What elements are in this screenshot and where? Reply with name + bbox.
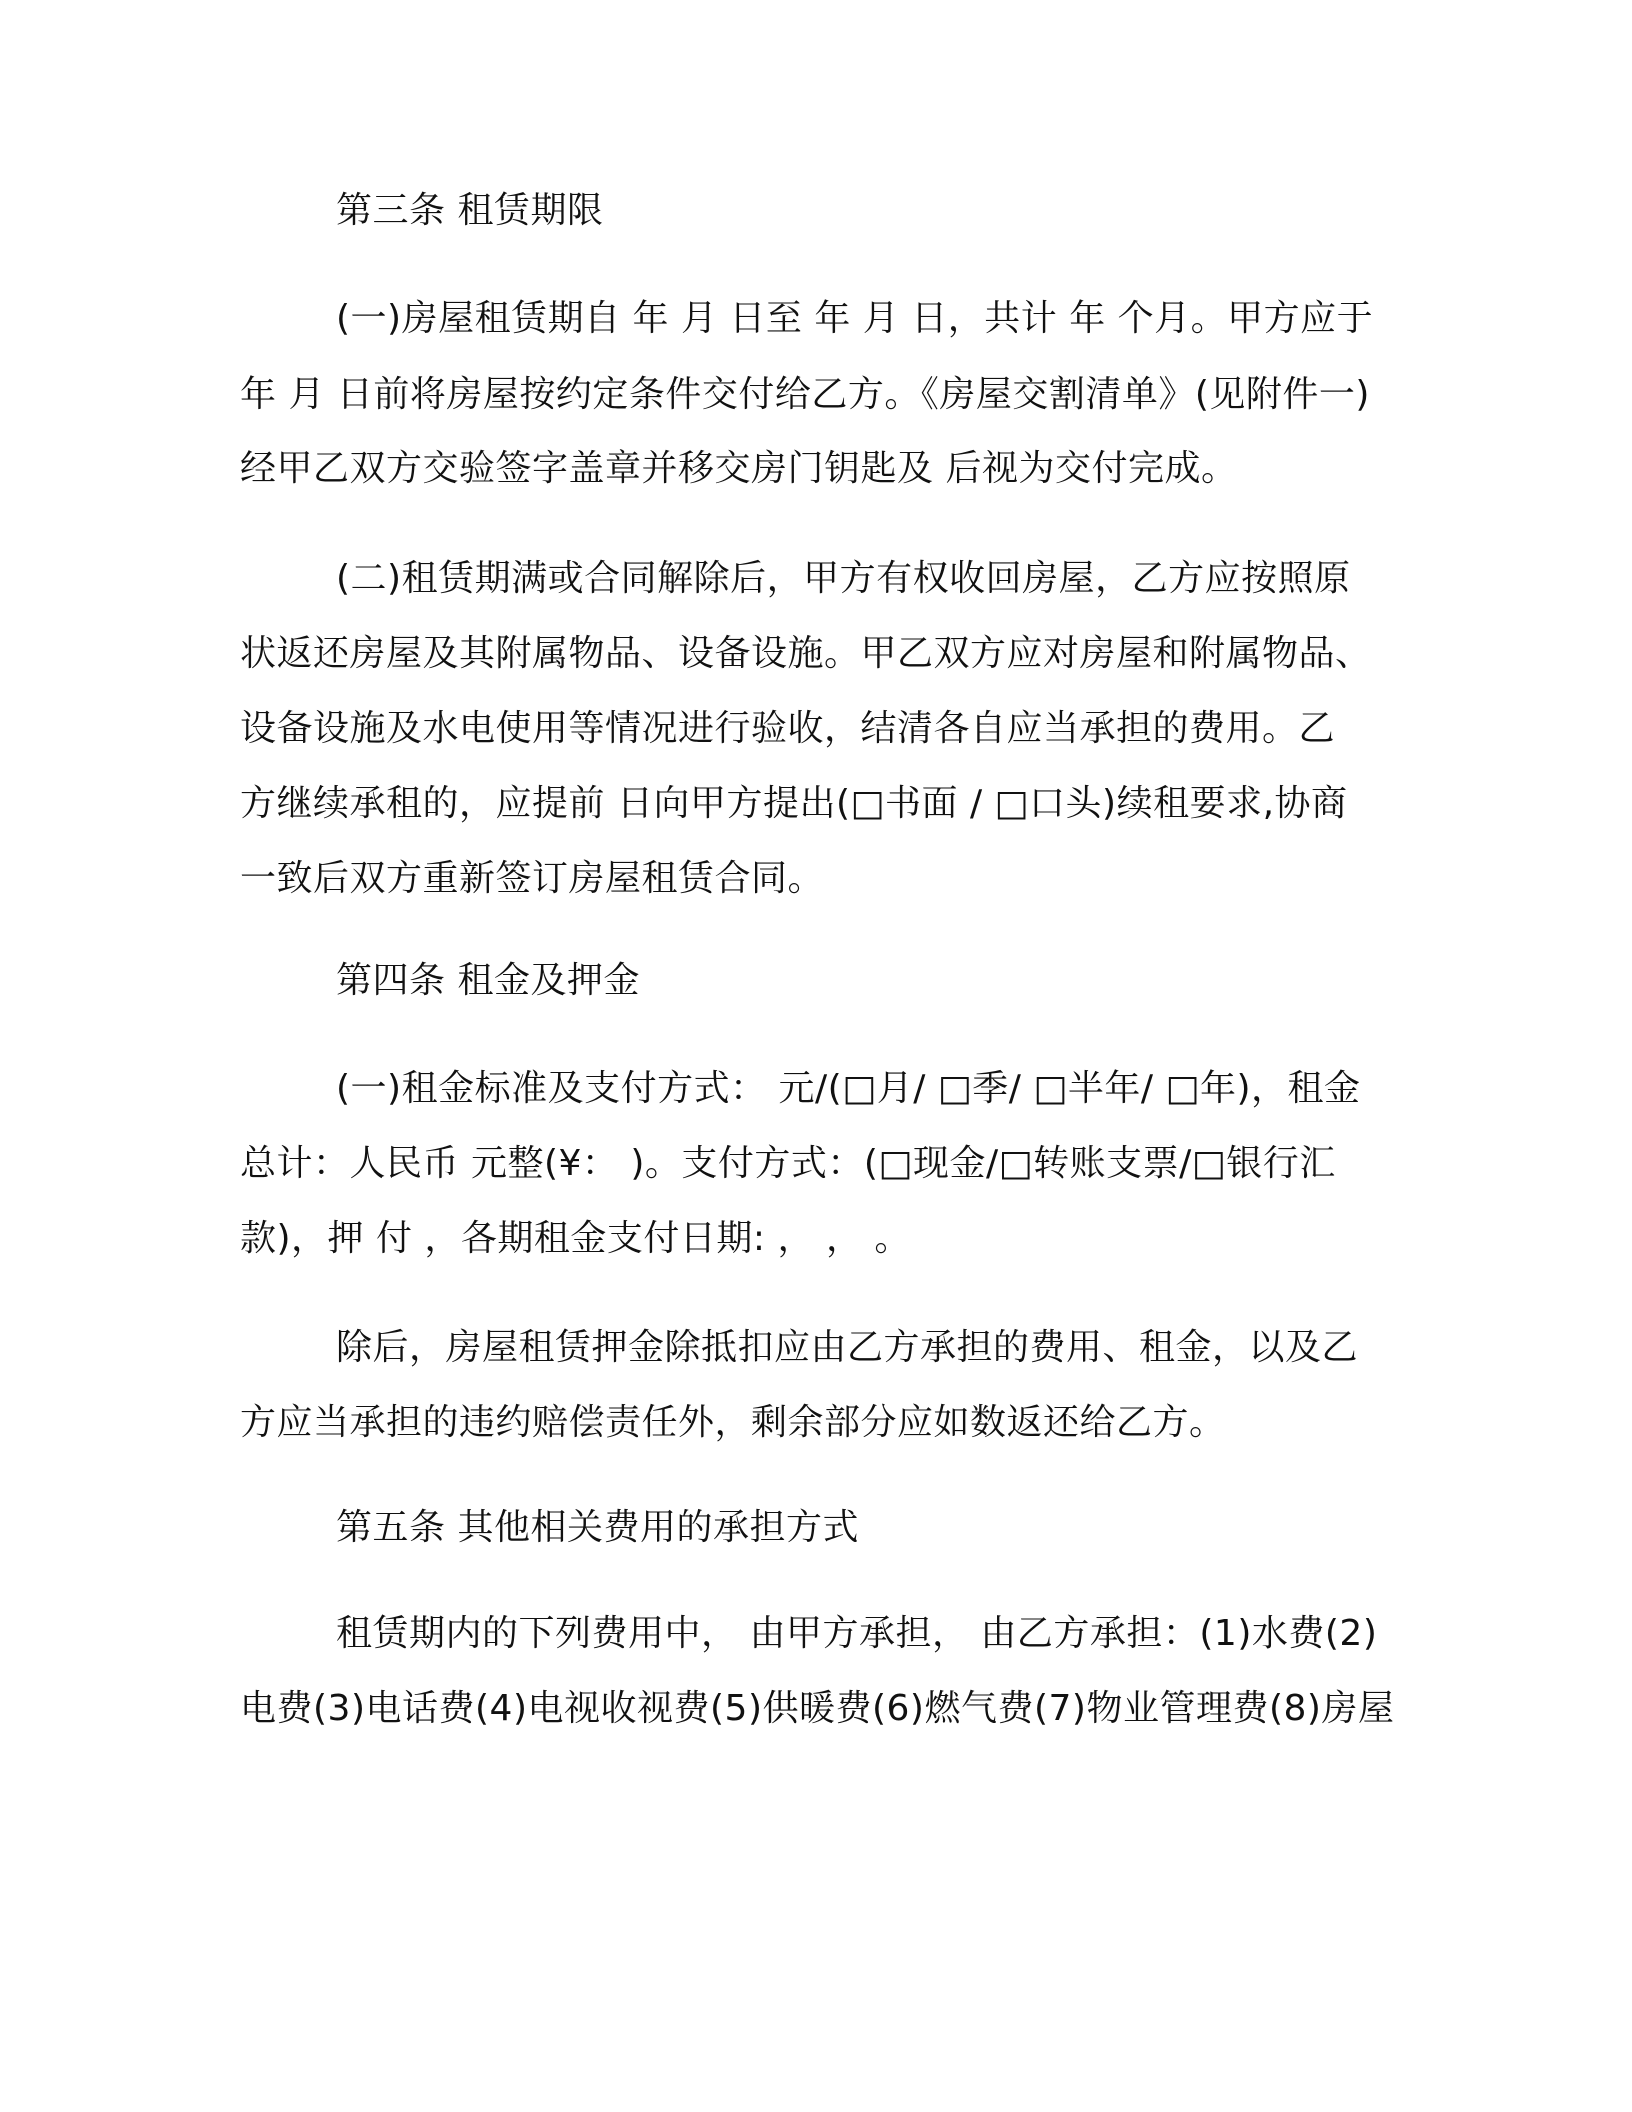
article-5-item-1-line-1: 租赁期内的下列费用中， 由甲方承担， 由乙方承担：(1)水费(2): [336, 1613, 1378, 1654]
article-3-item-1-line-1: (一)房屋租赁期自 年 月 日至 年 月 日，共计 年 个月。甲方应于: [336, 298, 1374, 339]
article-4-item-1-line-2: 总计：人民币 元整(¥： )。支付方式：(□现金/□转账支票/□银行汇: [240, 1143, 1336, 1184]
article-4-item-2-line-1: 除后，房屋租赁押金除抵扣应由乙方承担的费用、租金，以及乙: [336, 1327, 1359, 1368]
article-3-item-2-line-3: 设备设施及水电使用等情况进行验收，结清各自应当承担的费用。乙: [240, 708, 1336, 749]
article-4-item-1-line-1: (一)租金标准及支付方式： 元/(□月/ □季/ □半年/ □年)，租金: [336, 1068, 1361, 1109]
article-3-item-1-line-2: 年 月 日前将房屋按约定条件交付给乙方。《房屋交割清单》(见附件一): [240, 374, 1370, 415]
article-3-item-2-line-4: 方继续承租的，应提前 日向甲方提出(□书面 / □口头)续租要求,协商: [240, 783, 1348, 824]
article-4-heading: 第四条 租金及押金: [336, 960, 640, 1001]
article-3-heading: 第三条 租赁期限: [336, 190, 604, 231]
article-3-item-2-line-1: (二)租赁期满或合同解除后，甲方有权收回房屋，乙方应按照原: [336, 558, 1351, 599]
article-3-item-2-line-2: 状返还房屋及其附属物品、设备设施。甲乙双方应对房屋和附属物品、: [240, 633, 1372, 674]
article-4-item-1-line-3: 款)，押 付 ，各期租金支付日期: ， ， 。: [240, 1218, 911, 1259]
article-3-item-2-line-5: 一致后双方重新签订房屋租赁合同。: [240, 858, 825, 899]
article-5-heading: 第五条 其他相关费用的承担方式: [336, 1507, 859, 1548]
article-5-item-1-line-2: 电费(3)电话费(4)电视收视费(5)供暖费(6)燃气费(7)物业管理费(8)房屋: [240, 1688, 1395, 1729]
article-4-item-2-line-2: 方应当承担的违约赔偿责任外，剩余部分应如数返还给乙方。: [240, 1402, 1226, 1443]
article-3-item-1-line-3: 经甲乙双方交验签字盖章并移交房门钥匙及 后视为交付完成。: [240, 448, 1238, 489]
